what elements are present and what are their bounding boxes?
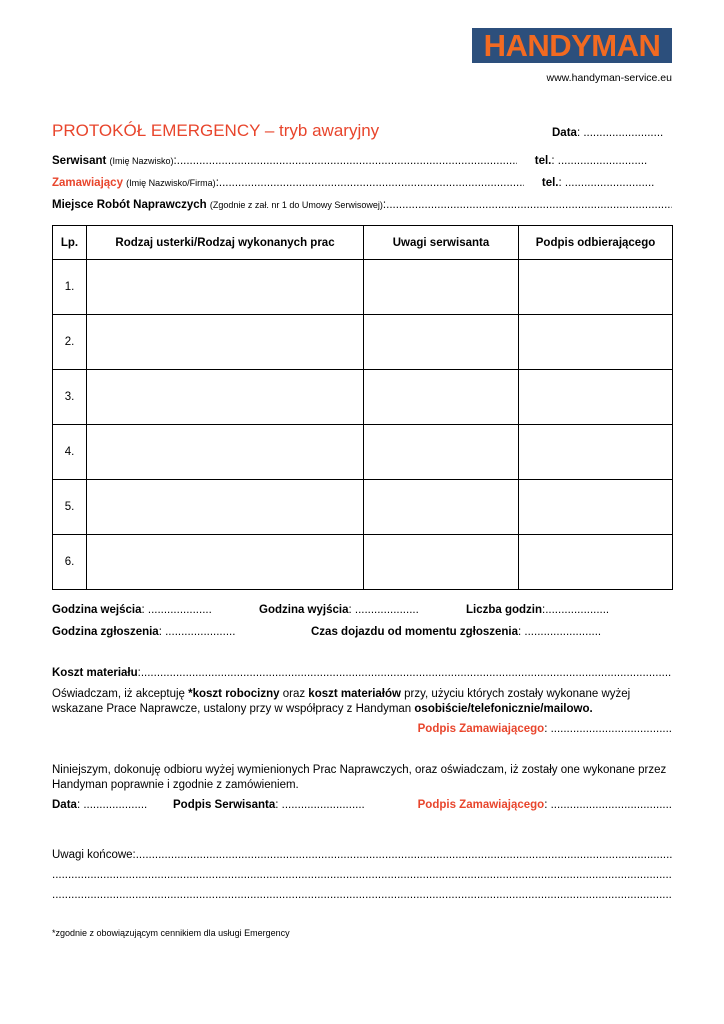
miejsce-field[interactable] — [386, 199, 672, 211]
cell-rodzaj[interactable] — [87, 425, 364, 480]
liczba-godzin-dots[interactable]: :.................... — [542, 604, 610, 616]
table-row — [53, 315, 673, 370]
serwisant-tel-label: tel. — [534, 155, 552, 167]
page-title: PROTOKÓŁ EMERGENCY – tryb awaryjny — [52, 121, 380, 140]
oswiadczenie-text: Oświadczam, iż akceptuję — [52, 688, 189, 700]
cell-uwagi[interactable] — [364, 315, 519, 370]
date-dots[interactable]: : ......................... — [576, 127, 664, 139]
koszt-materialow-text: koszt materiałów — [308, 688, 401, 700]
odbior-paragraph: Niniejszym, dokonuję odbioru wyżej wymienionych Prac Naprawczych, oraz oświadczam, iż zostały one wykonane przez Handyman poprawnie i zgodnie z zamówieniem. — [52, 764, 667, 791]
uwagi-koncowe-label: Uwagi końcowe: — [52, 849, 136, 861]
podpis-serwisanta-field — [173, 799, 365, 811]
uwagi-koncowe-field-2[interactable] — [52, 869, 672, 881]
godzina-wejscia-label: Godzina wejścia — [52, 604, 142, 616]
column-header-lp: Lp. — [53, 226, 87, 260]
godzina-wyjscia-label: Godzina wyjścia — [259, 604, 349, 616]
cell-podpis[interactable] — [519, 480, 673, 535]
odbior-data-field — [52, 799, 147, 811]
table-row — [53, 260, 673, 315]
table-row — [53, 480, 673, 535]
cell-uwagi[interactable] — [364, 480, 519, 535]
oswiadczenie-text: oraz — [279, 688, 309, 700]
row-number: 3. — [53, 370, 87, 425]
czas-dojazdu-label: Czas dojazdu od momentu zgłoszenia — [311, 626, 519, 638]
column-header-podpis: Podpis odbierającego — [519, 226, 673, 260]
miejsce-colon: : — [382, 199, 387, 211]
row-number: 5. — [53, 480, 87, 535]
cell-podpis[interactable] — [519, 535, 673, 590]
odbior-data-label: Data — [52, 799, 77, 811]
row-number: 4. — [53, 425, 87, 480]
oswiadczenie-text: przy, użyciu których zostały wykonane wyżej wskazane Prace Naprawcze, ustalony przy w współpracy z Handyman — [52, 688, 631, 715]
column-header-rodzaj: Rodzaj usterki/Rodzaj wykonanych prac — [87, 226, 364, 260]
zamawiajacy-hint: (Imię Nazwisko/Firma) — [126, 178, 216, 188]
cell-podpis[interactable] — [519, 425, 673, 480]
odbior-podpis-zamawiajacego-label: Podpis Zamawiającego — [417, 799, 545, 811]
podpis-serwisanta-label: Podpis Serwisanta — [173, 799, 276, 811]
date-label: Data — [552, 127, 577, 139]
godzina-wyjscia-dots[interactable]: : .................... — [348, 604, 419, 616]
zamawiajacy-colon: : — [215, 177, 219, 189]
czas-dojazdu-field — [311, 626, 601, 638]
cell-podpis[interactable] — [519, 315, 673, 370]
zamawiajacy-field[interactable] — [219, 177, 524, 189]
odbior-podpis-zamawiajacego-dots[interactable]: : ...................................... — [544, 799, 672, 811]
footnote: *zgodnie z obowiązującym cennikiem dla usługi Emergency — [52, 928, 290, 938]
godzina-wyjscia-field — [259, 604, 419, 616]
odbior-data-dots[interactable]: : .................... — [76, 799, 148, 811]
uwagi-koncowe-field[interactable] — [136, 849, 672, 861]
miejsce-hint: (Zgodnie z zał. nr 1 do Umowy Serwisowej) — [209, 200, 383, 210]
uwagi-koncowe-field-3[interactable] — [52, 889, 672, 901]
work-table — [52, 225, 673, 590]
table-row — [53, 425, 673, 480]
miejsce-row — [52, 199, 672, 211]
serwisant-hint: (Imię Nazwisko) — [109, 156, 174, 166]
cell-uwagi[interactable] — [364, 535, 519, 590]
koszt-robocizny-text: *koszt robocizny — [188, 688, 280, 700]
uwagi-line-2 — [52, 869, 672, 881]
miejsce-label: Miejsce Robót Naprawczych — [52, 199, 207, 211]
cell-rodzaj[interactable] — [87, 370, 364, 425]
website-url: www.handyman-service.eu — [546, 72, 672, 84]
koszt-materialu-field[interactable] — [141, 667, 672, 679]
cell-rodzaj[interactable] — [87, 260, 364, 315]
godzina-wejscia-dots[interactable]: : .................... — [141, 604, 212, 616]
serwisant-row — [52, 155, 672, 167]
cell-uwagi[interactable] — [364, 260, 519, 315]
handyman-logo — [472, 28, 672, 63]
cell-rodzaj[interactable] — [87, 480, 364, 535]
cell-podpis[interactable] — [519, 260, 673, 315]
koszt-materialu-label: Koszt materiału — [52, 667, 138, 679]
column-header-uwagi: Uwagi serwisanta — [364, 226, 519, 260]
koszt-colon: : — [137, 667, 141, 679]
table-row — [53, 535, 673, 590]
podpis-zamawiajacego-label: Podpis Zamawiającego — [417, 723, 545, 735]
godzina-zgloszenia-label: Godzina zgłoszenia — [52, 626, 159, 638]
uwagi-line-3 — [52, 889, 672, 901]
date-field — [552, 127, 663, 139]
liczba-godzin-label: Liczba godzin — [466, 604, 543, 616]
cell-uwagi[interactable] — [364, 370, 519, 425]
cell-rodzaj[interactable] — [87, 535, 364, 590]
zamawiajacy-tel-label: tel. — [541, 177, 559, 189]
cell-uwagi[interactable] — [364, 425, 519, 480]
odbior-podpis-zamawiajacego-field — [418, 799, 672, 811]
zamawiajacy-row — [52, 177, 672, 189]
cell-rodzaj[interactable] — [87, 315, 364, 370]
podpis-zamawiajacego-field — [418, 723, 672, 735]
godzina-zgloszenia-dots[interactable]: : ...................... — [158, 626, 236, 638]
czas-dojazdu-dots[interactable]: : ........................ — [518, 626, 602, 638]
zamawiajacy-tel-field[interactable]: : ............................ — [558, 177, 655, 189]
row-number: 1. — [53, 260, 87, 315]
uwagi-koncowe-row — [52, 849, 672, 861]
cell-podpis[interactable] — [519, 370, 673, 425]
serwisant-colon: : — [173, 155, 177, 167]
zamawiajacy-label: Zamawiający — [52, 177, 123, 189]
oswiadczenie-paragraph — [52, 687, 672, 717]
serwisant-label: Serwisant — [52, 155, 107, 167]
table-row — [53, 370, 673, 425]
koszt-materialu-row — [52, 667, 672, 679]
podpis-zamawiajacego-dots[interactable]: : ...................................... — [544, 723, 672, 735]
row-number: 2. — [53, 315, 87, 370]
kontakt-mode-text: osobiście/telefonicznie/mailowo. — [414, 703, 593, 715]
row-number: 6. — [53, 535, 87, 590]
table-header-row — [53, 226, 673, 260]
godzina-zgloszenia-field — [52, 626, 235, 638]
serwisant-field[interactable] — [177, 155, 517, 167]
liczba-godzin-field — [466, 604, 609, 616]
serwisant-tel-field[interactable]: : ............................ — [551, 155, 648, 167]
godzina-wejscia-field — [52, 604, 212, 616]
logo-text: HANDYMAN — [483, 28, 661, 63]
podpis-serwisanta-dots[interactable]: : .......................... — [275, 799, 365, 811]
